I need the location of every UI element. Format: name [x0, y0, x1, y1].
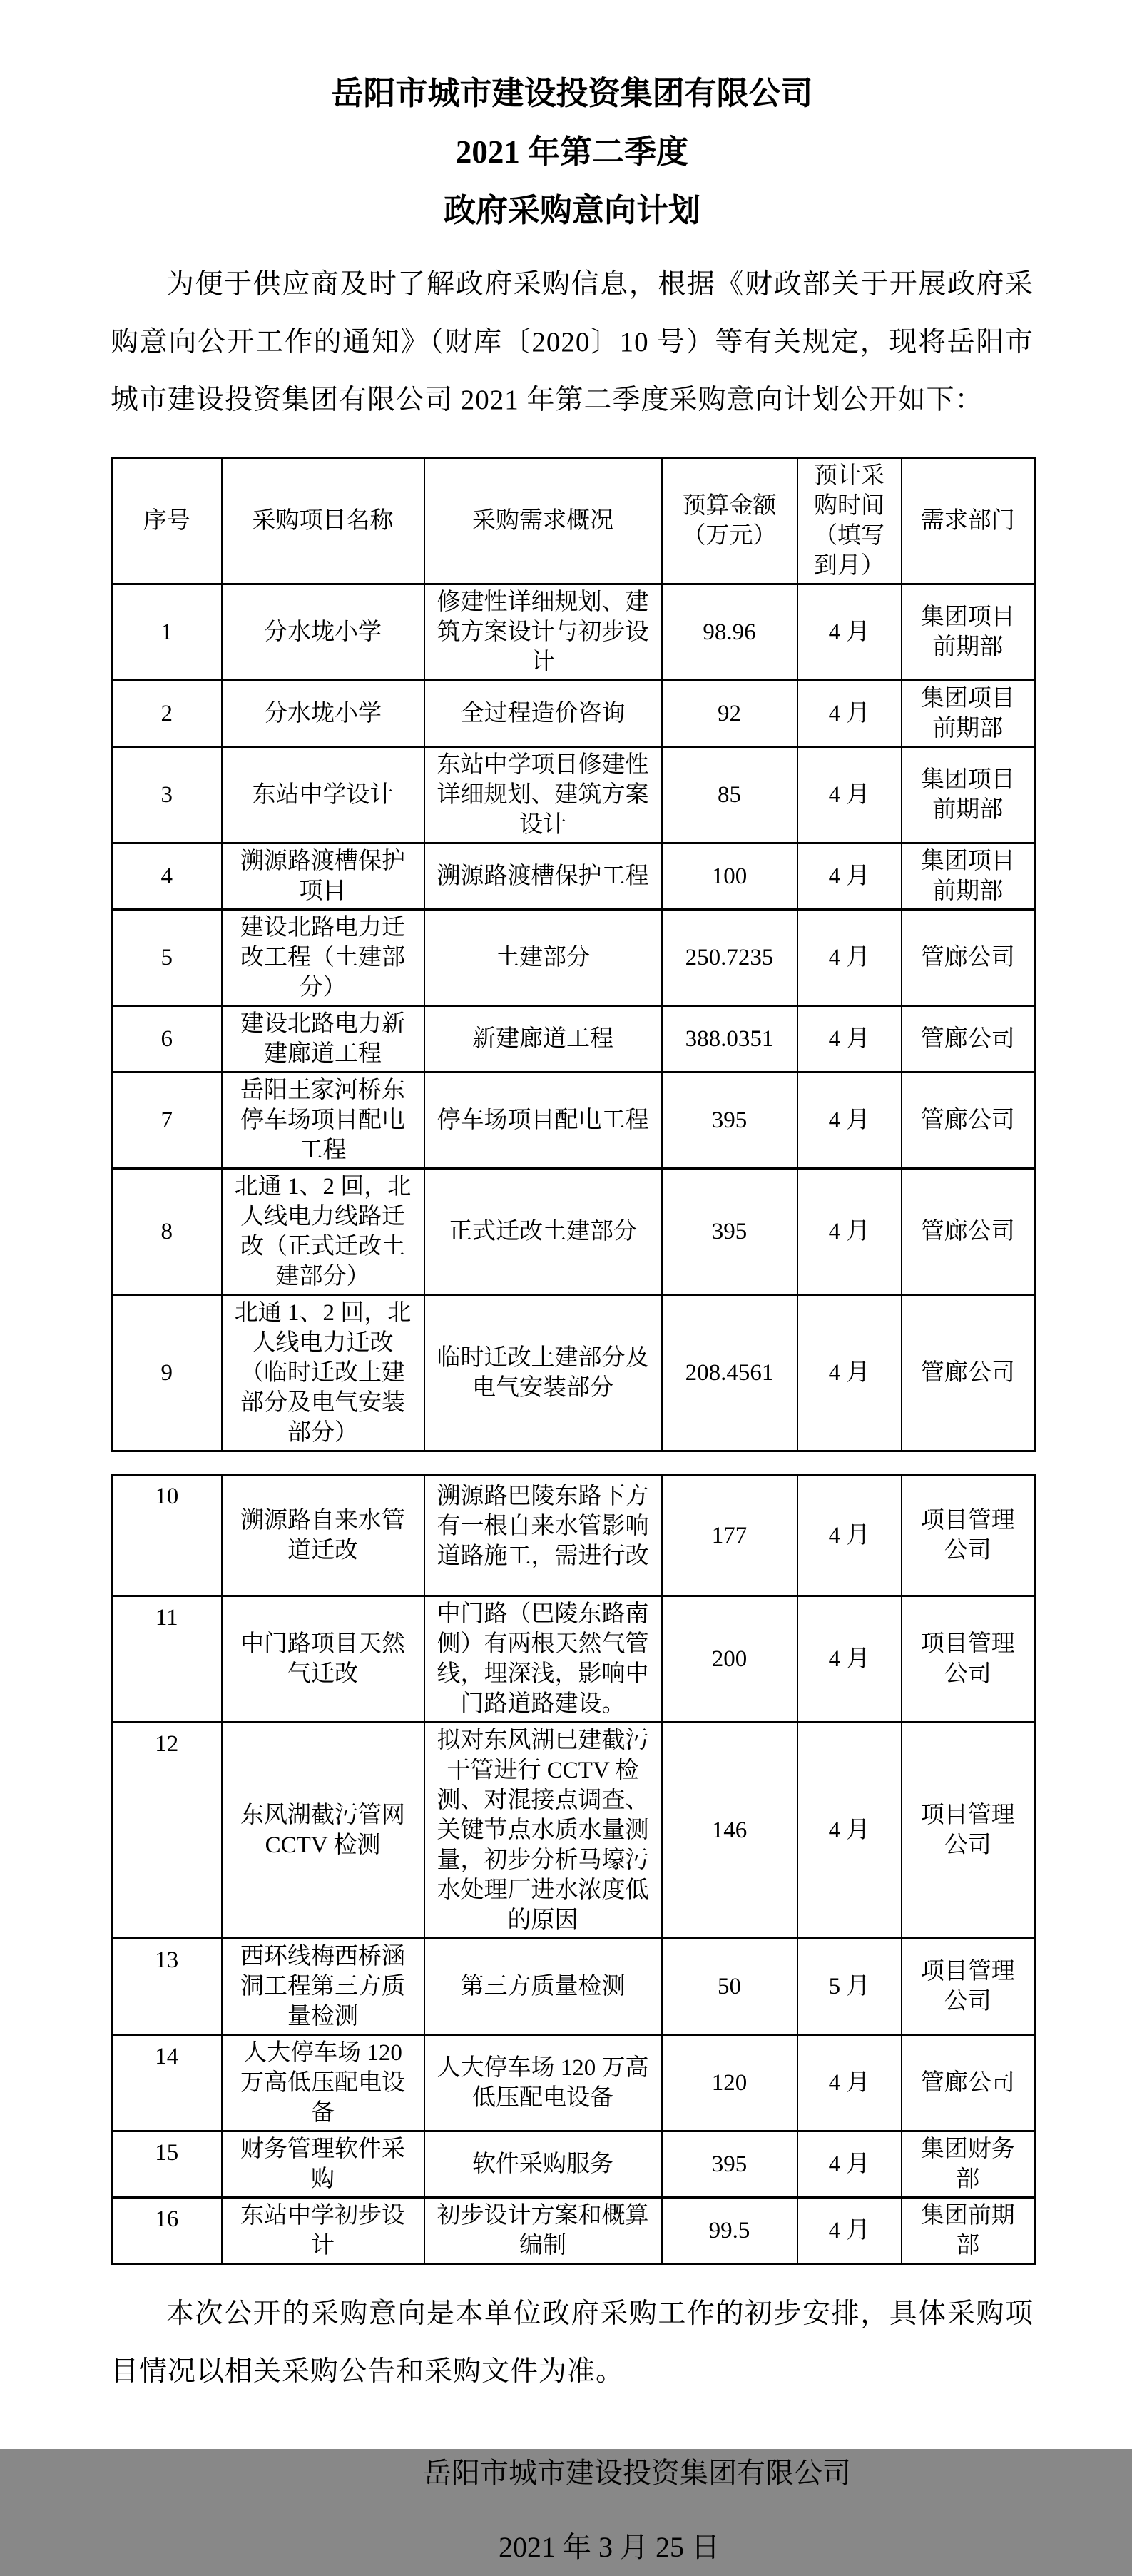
cell-requirement: 第三方质量检测 [424, 1939, 662, 2035]
cell-budget: 395 [662, 1073, 797, 1169]
cell-project-name: 中门路项目天然气迁改 [222, 1596, 424, 1723]
cell-project-name: 北通 1、2 回，北人线电力迁改（临时迁改土建部分及电气安装部分） [222, 1295, 424, 1451]
cell-department: 管廊公司 [902, 2035, 1035, 2131]
cell-department: 管廊公司 [902, 1169, 1035, 1295]
table-row [112, 747, 1035, 843]
cell-department: 集团前期部 [902, 2198, 1035, 2264]
cell-department: 项目管理公司 [902, 1723, 1035, 1939]
cell-seq: 7 [112, 1073, 222, 1169]
table-row [112, 1723, 1035, 1939]
table-row [112, 681, 1035, 747]
cell-department: 集团项目前期部 [902, 584, 1035, 681]
cell-month: 4 月 [797, 1169, 902, 1295]
cell-requirement: 溯源路渡槽保护工程 [424, 843, 662, 910]
cell-seq: 2 [112, 681, 222, 747]
cell-requirement: 初步设计方案和概算编制 [424, 2198, 662, 2264]
cell-budget: 200 [662, 1596, 797, 1723]
table-row [112, 2131, 1035, 2198]
cell-requirement: 新建廊道工程 [424, 1006, 662, 1073]
table-row [112, 2035, 1035, 2131]
cell-seq: 16 [112, 2198, 222, 2264]
title-line-plan: 政府采购意向计划 [443, 193, 700, 228]
cell-seq: 14 [112, 2035, 222, 2131]
cell-budget: 85 [662, 747, 797, 843]
table-row [112, 1006, 1035, 1073]
title-line-company: 岳阳市城市建设投资集团有限公司 [331, 76, 813, 111]
cell-budget: 395 [662, 2131, 797, 2198]
cell-department: 集团财务部 [902, 2131, 1035, 2198]
cell-project-name: 建设北路电力迁改工程（土建部分） [222, 910, 424, 1006]
cell-month: 4 月 [797, 1006, 902, 1073]
cell-seq: 8 [112, 1169, 222, 1295]
table-row [112, 584, 1035, 681]
cell-project-name: 分水垅小学 [222, 584, 424, 681]
header-project-name: 采购项目名称 [222, 458, 424, 584]
header-department: 需求部门 [902, 458, 1035, 584]
cell-month: 4 月 [797, 681, 902, 747]
cell-seq: 10 [112, 1475, 222, 1596]
cell-month: 5 月 [797, 1939, 902, 2035]
table-row [112, 1939, 1035, 2035]
cell-project-name: 东站中学设计 [222, 747, 424, 843]
cell-budget: 250.7235 [662, 910, 797, 1006]
cell-project-name: 西环线梅西桥涵洞工程第三方质量检测 [222, 1939, 424, 2035]
cell-project-name: 东站中学初步设计 [222, 2198, 424, 2264]
cell-month: 4 月 [797, 747, 902, 843]
cell-department: 项目管理公司 [902, 1475, 1035, 1596]
cell-department: 项目管理公司 [902, 1939, 1035, 2035]
table-header-row [112, 458, 1035, 584]
intro-paragraph: 为便于供应商及时了解政府采购信息，根据《财政部关于开展政府采购意向公开工作的通知》（财库〔2020〕10 号）等有关规定，现将岳阳市城市建设投资集团有限公司 2021 年第二季度采购意向计划公开如下： [111, 269, 1034, 415]
signature-company: 岳阳市城市建设投资集团有限公司 [423, 2457, 851, 2489]
cell-month: 4 月 [797, 1596, 902, 1723]
table-row [112, 843, 1035, 910]
title-line-quarter: 2021 年第二季度 [455, 134, 689, 170]
header-time: 预计采购时间（填写到月） [797, 458, 902, 584]
document-title [111, 64, 1034, 240]
cell-budget: 50 [662, 1939, 797, 2035]
cell-department: 集团项目前期部 [902, 747, 1035, 843]
cell-seq: 4 [112, 843, 222, 910]
cell-seq: 15 [112, 2131, 222, 2198]
cell-requirement: 修建性详细规划、建筑方案设计与初步设计 [424, 584, 662, 681]
cell-budget: 98.96 [662, 584, 797, 681]
cell-requirement: 土建部分 [424, 910, 662, 1006]
cell-seq: 12 [112, 1723, 222, 1939]
table-row [112, 910, 1035, 1006]
cell-department: 管廊公司 [902, 1006, 1035, 1073]
cell-project-name: 溯源路渡槽保护项目 [222, 843, 424, 910]
cell-budget: 177 [662, 1475, 797, 1596]
cell-department: 管廊公司 [902, 910, 1035, 1006]
cell-requirement: 软件采购服务 [424, 2131, 662, 2198]
closing-paragraph: 本次公开的采购意向是本单位政府采购工作的初步安排，具体采购项目情况以相关采购公告和采购文件为准。 [111, 2298, 1034, 2387]
cell-month: 4 月 [797, 2131, 902, 2198]
cell-project-name: 东风湖截污管网 CCTV 检测 [222, 1723, 424, 1939]
cell-budget: 120 [662, 2035, 797, 2131]
signature-date: 2021 年 3 月 25 日 [499, 2531, 720, 2563]
cell-requirement: 溯源路巴陵东路下方有一根自来水管影响道路施工，需进行改 [424, 1475, 662, 1596]
cell-requirement: 全过程造价咨询 [424, 681, 662, 747]
cell-project-name: 岳阳王家河桥东停车场项目配电工程 [222, 1073, 424, 1169]
header-budget: 预算金额（万元） [662, 458, 797, 584]
cell-department: 集团项目前期部 [902, 843, 1035, 910]
header-requirement: 采购需求概况 [424, 458, 662, 584]
table-row [112, 1169, 1035, 1295]
cell-month: 4 月 [797, 843, 902, 910]
cell-requirement: 临时迁改土建部分及电气安装部分 [424, 1295, 662, 1451]
table-row [112, 1596, 1035, 1723]
cell-month: 4 月 [797, 2035, 902, 2131]
cell-project-name: 分水垅小学 [222, 681, 424, 747]
cell-requirement: 正式迁改土建部分 [424, 1169, 662, 1295]
cell-project-name: 财务管理软件采购 [222, 2131, 424, 2198]
cell-seq: 5 [112, 910, 222, 1006]
cell-project-name: 人大停车场 120 万高低压配电设备 [222, 2035, 424, 2131]
signature-block [111, 2445, 1034, 2576]
cell-department: 管廊公司 [902, 1295, 1035, 1451]
cell-budget: 388.0351 [662, 1006, 797, 1073]
cell-seq: 9 [112, 1295, 222, 1451]
table-row [112, 1295, 1035, 1451]
cell-department: 项目管理公司 [902, 1596, 1035, 1723]
cell-department: 管廊公司 [902, 1073, 1035, 1169]
cell-budget: 92 [662, 681, 797, 747]
cell-month: 4 月 [797, 1073, 902, 1169]
cell-month: 4 月 [797, 1475, 902, 1596]
header-seq: 序号 [112, 458, 222, 584]
cell-budget: 99.5 [662, 2198, 797, 2264]
procurement-table-part2 [111, 1474, 1036, 2265]
table-row [112, 1073, 1035, 1169]
cell-project-name: 溯源路自来水管道迁改 [222, 1475, 424, 1596]
cell-budget: 208.4561 [662, 1295, 797, 1451]
cell-requirement: 中门路（巴陵东路南侧）有两根天然气管线，埋深浅，影响中门路道路建设。 [424, 1596, 662, 1723]
cell-month: 4 月 [797, 2198, 902, 2264]
table-row [112, 1475, 1035, 1596]
cell-month: 4 月 [797, 584, 902, 681]
cell-department: 集团项目前期部 [902, 681, 1035, 747]
cell-requirement: 人大停车场 120 万高低压配电设备 [424, 2035, 662, 2131]
cell-month: 4 月 [797, 1723, 902, 1939]
cell-budget: 146 [662, 1723, 797, 1939]
cell-budget: 395 [662, 1169, 797, 1295]
cell-requirement: 东站中学项目修建性详细规划、建筑方案设计 [424, 747, 662, 843]
cell-seq: 3 [112, 747, 222, 843]
cell-budget: 100 [662, 843, 797, 910]
cell-requirement: 拟对东风湖已建截污干管进行 CCTV 检测、对混接点调查、关键节点水质水量测量，初步分析马壕污水处理厂进水浓度低的原因 [424, 1723, 662, 1939]
procurement-table-part1 [111, 457, 1036, 1452]
cell-seq: 13 [112, 1939, 222, 2035]
cell-seq: 11 [112, 1596, 222, 1723]
cell-project-name: 建设北路电力新建廊道工程 [222, 1006, 424, 1073]
cell-seq: 6 [112, 1006, 222, 1073]
cell-project-name: 北通 1、2 回，北人线电力线路迁改（正式迁改土建部分） [222, 1169, 424, 1295]
cell-month: 4 月 [797, 1295, 902, 1451]
table-row [112, 2198, 1035, 2264]
cell-month: 4 月 [797, 910, 902, 1006]
cell-seq: 1 [112, 584, 222, 681]
cell-requirement: 停车场项目配电工程 [424, 1073, 662, 1169]
